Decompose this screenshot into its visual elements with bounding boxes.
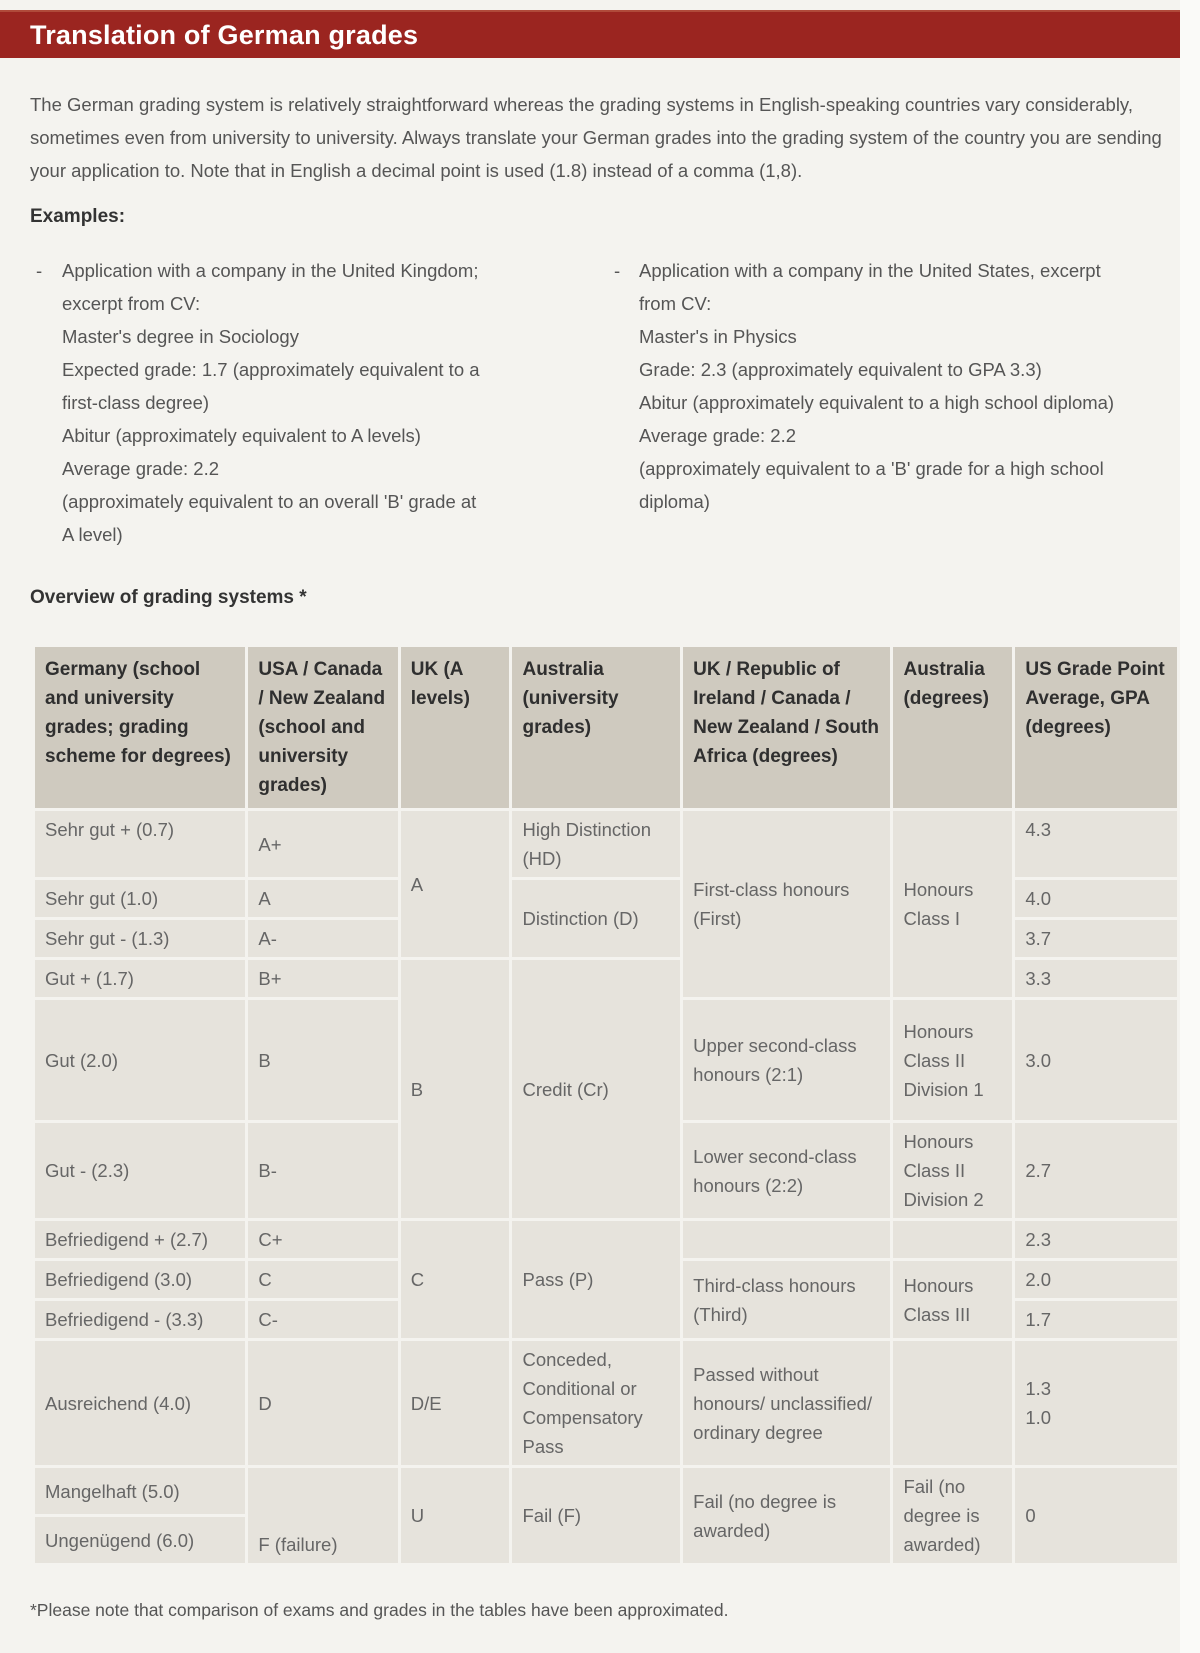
table-cell: B+ [248, 960, 397, 997]
example-us [614, 254, 1174, 518]
table-cell: D/E [401, 1341, 510, 1465]
table-cell: 0 [1015, 1468, 1177, 1563]
table-cell: Ungenügend (6.0) [35, 1517, 245, 1563]
footnote: *Please note that comparison of exams and grades in the tables have been approximated. [30, 1600, 729, 1620]
table-cell: Sehr gut (1.0) [35, 880, 245, 917]
table-cell: U [401, 1468, 510, 1563]
table-cell: 2.3 [1015, 1221, 1177, 1258]
table-cell: A [248, 880, 397, 917]
list-dash: - [614, 260, 621, 281]
table-cell: 4.0 [1015, 880, 1177, 917]
example-line: Application with a company in the United States, excerpt [639, 260, 1101, 281]
table-cell: Honours Class II Division 2 [893, 1123, 1012, 1218]
table-cell: A+ [248, 811, 397, 877]
example-line: (approximately equivalent to a 'B' grade for a high school [639, 458, 1104, 479]
table-cell: Lower second-class honours (2:2) [683, 1123, 890, 1218]
table-cell [893, 1341, 1012, 1465]
table-cell: First-class honours (First) [683, 811, 890, 997]
table-cell: Befriedigend (3.0) [35, 1261, 245, 1298]
table-cell: Sehr gut + (0.7) [35, 811, 245, 877]
example-line: Application with a company in the United Kingdom; [62, 260, 479, 281]
table-cell: C- [248, 1301, 397, 1338]
column-header: Australia (degrees) [893, 647, 1012, 808]
example-line: Abitur (approximately equivalent to a high school diploma) [639, 392, 1115, 413]
table-cell: Distinction (D) [512, 880, 680, 957]
intro-paragraph: The German grading system is relatively straightforward whereas the grading systems in English-speaking countries vary considerably, sometimes even from university to university. Always translate your German grades into the grading system of the country you are sending your application to. Note that in English a decimal point is used (1.8) instead of a comma (1,8). [30, 94, 1162, 181]
table-cell [1015, 1341, 1177, 1465]
page-title: Translation of German grades [30, 20, 419, 50]
table-cell: A [401, 811, 510, 957]
page-edge [1180, 0, 1200, 1653]
table-cell: 3.7 [1015, 920, 1177, 957]
example-line: Master's degree in Sociology [62, 326, 299, 347]
column-header: UK / Republic of Ireland / Canada / New Zealand / South Africa (degrees) [683, 647, 890, 808]
example-line: from CV: [639, 293, 712, 314]
table-cell: B [401, 960, 510, 1218]
column-header: Germany (school and university grades; grading scheme for degrees) [35, 647, 245, 808]
table-cell: Fail (F) [512, 1468, 680, 1563]
grading-table [32, 644, 1180, 1566]
table-cell [893, 1221, 1012, 1258]
table-cell: Fail (no degree is awarded) [893, 1468, 1012, 1563]
table-cell: 3.0 [1015, 1000, 1177, 1120]
table-cell: Ausreichend (4.0) [35, 1341, 245, 1465]
table-cell: 4.3 [1015, 811, 1177, 877]
table-cell: Fail (no degree is awarded) [683, 1468, 890, 1563]
table-cell: Honours Class I [893, 811, 1012, 997]
column-header: US Grade Point Average, GPA (degrees) [1015, 647, 1177, 808]
table-header-row [35, 647, 1177, 808]
table-cell: High Distinction (HD) [512, 811, 680, 877]
example-line: Average grade: 2.2 [62, 458, 220, 479]
example-line: first-class degree) [62, 392, 210, 413]
table-cell: 2.0 [1015, 1261, 1177, 1298]
table-cell: Honours Class III [893, 1261, 1012, 1338]
table-cell: Honours Class II Division 1 [893, 1000, 1012, 1120]
table-cell: Befriedigend - (3.3) [35, 1301, 245, 1338]
table-cell: Pass (P) [512, 1221, 680, 1338]
table-cell: C [401, 1221, 510, 1338]
table-cell: Gut - (2.3) [35, 1123, 245, 1218]
list-dash: - [36, 260, 43, 281]
table-cell: Gut + (1.7) [35, 960, 245, 997]
example-line: Master's in Physics [639, 326, 797, 347]
example-line: excerpt from CV: [62, 293, 201, 314]
table-cell: C+ [248, 1221, 397, 1258]
example-line: Expected grade: 1.7 (approximately equivalent to a [62, 359, 480, 380]
column-header: UK (A levels) [401, 647, 510, 808]
example-uk [36, 254, 556, 551]
title-bar [0, 10, 1180, 58]
example-line: (approximately equivalent to an overall 'B' grade at [62, 491, 477, 512]
table-cell: Passed without honours/ unclassified/ ordinary degree [683, 1341, 890, 1465]
table-cell: Befriedigend + (2.7) [35, 1221, 245, 1258]
table-cell: B- [248, 1123, 397, 1218]
table-cell: Credit (Cr) [512, 960, 680, 1218]
overview-heading: Overview of grading systems * [30, 587, 307, 608]
example-line: Abitur (approximately equivalent to A levels) [62, 425, 421, 446]
table-cell: 2.7 [1015, 1123, 1177, 1218]
table-cell: Mangelhaft (5.0) [35, 1468, 245, 1514]
table-row [35, 1221, 1177, 1258]
table-row [35, 1468, 1177, 1514]
table-cell: F (failure) [248, 1468, 397, 1563]
table-cell: Sehr gut - (1.3) [35, 920, 245, 957]
table-cell: B [248, 1000, 397, 1120]
table-cell: 3.3 [1015, 960, 1177, 997]
example-line: diploma) [639, 491, 710, 512]
column-header: Australia (university grades) [512, 647, 680, 808]
gpa-value: 1.3 [1025, 1378, 1052, 1399]
table-cell: D [248, 1341, 397, 1465]
table-row [35, 811, 1177, 877]
table-row [35, 1341, 1177, 1465]
table-cell: Gut (2.0) [35, 1000, 245, 1120]
column-header: USA / Canada / New Zealand (school and university grades) [248, 647, 397, 808]
table-cell: C [248, 1261, 397, 1298]
table-cell: 1.7 [1015, 1301, 1177, 1338]
example-line: Average grade: 2.2 [639, 425, 797, 446]
table-cell: Upper second-class honours (2:1) [683, 1000, 890, 1120]
table-cell: Third-class honours (Third) [683, 1261, 890, 1338]
table-cell: Conceded, Conditional or Compensatory Pass [512, 1341, 680, 1465]
table-cell [683, 1221, 890, 1258]
example-line: A level) [62, 524, 123, 545]
table-cell: A- [248, 920, 397, 957]
example-line: Grade: 2.3 (approximately equivalent to GPA 3.3) [639, 359, 1042, 380]
gpa-value: 1.0 [1025, 1407, 1052, 1428]
examples-heading: Examples: [30, 206, 126, 227]
